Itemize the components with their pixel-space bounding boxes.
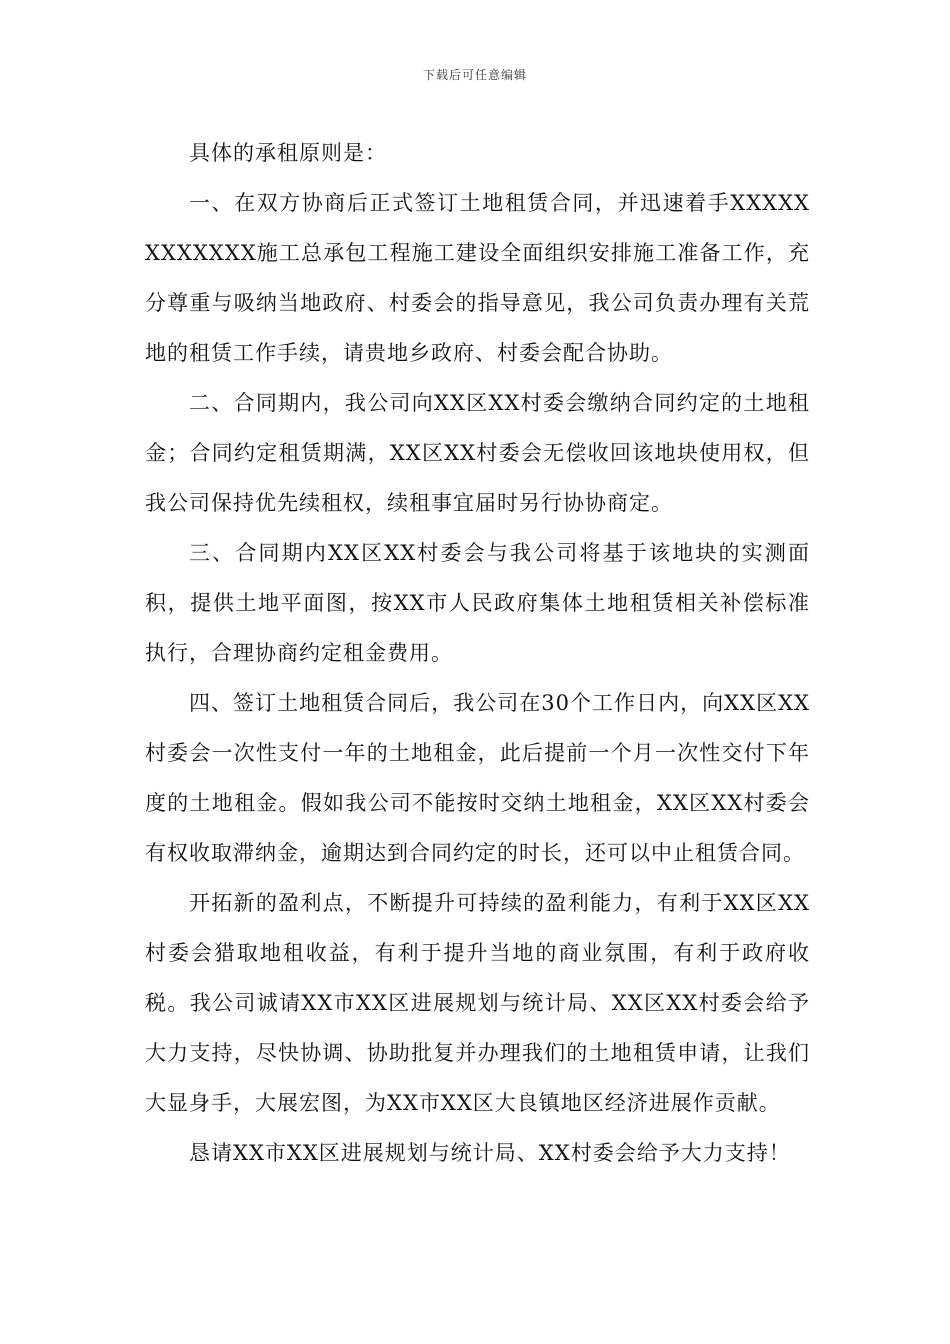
document-body [145, 128, 810, 1178]
paragraph-item-1: 一、在双方协商后正式签订土地租赁合同，并迅速着手XXXXXXXXXXXX施工总承包工程施工建设全面组织安排施工准备工作，充分尊重与吸纳当地政府、村委会的指导意见，我公司负责办理有关荒地的租赁工作手续，请贵地乡政府、村委会配合协助。 [145, 191, 810, 365]
paragraph-intro: 具体的承租原则是： [189, 141, 387, 165]
paragraph-closing: 恳请XX市XX区进展规划与统计局、XX村委会给予大力支持！ [189, 1141, 791, 1165]
paragraph-item-3: 三、合同期内XX区XX村委会与我公司将基于该地块的实测面积，提供土地平面图，按XX市人民政府集体土地租赁相关补偿标准执行，合理协商约定租金费用。 [145, 541, 810, 665]
paragraph-item-2: 二、合同期内，我公司向XX区XX村委会缴纳合同约定的土地租金；合同约定租赁期满，XX区XX村委会无偿收回该地块使用权，但我公司保持优先续租权，续租事宜届时另行协协商定。 [145, 391, 810, 515]
paragraph-item-4: 四、签订土地租赁合同后，我公司在30个工作日内，向XX区XX村委会一次性支付一年的土地租金，此后提前一个月一次性交付下年度的土地租金。假如我公司不能按时交纳土地租金，XX区XX村委会有权收取滞纳金，逾期达到合同约定的时长，还可以中止租赁合同。 [145, 691, 810, 865]
paragraph-benefits: 开拓新的盈利点，不断提升可持续的盈利能力，有利于XX区XX村委会猎取地租收益，有利于提升当地的商业氛围，有利于政府收税。我公司诚请XX市XX区进展规划与统计局、XX区XX村委会给予大力支持，尽快协调、协助批复并办理我们的土地租赁申请，让我们大显身手，大展宏图，为XX市XX区大良镇地区经济进展作贡献。 [145, 891, 810, 1115]
header-note: 下载后可任意编辑 [422, 68, 527, 82]
